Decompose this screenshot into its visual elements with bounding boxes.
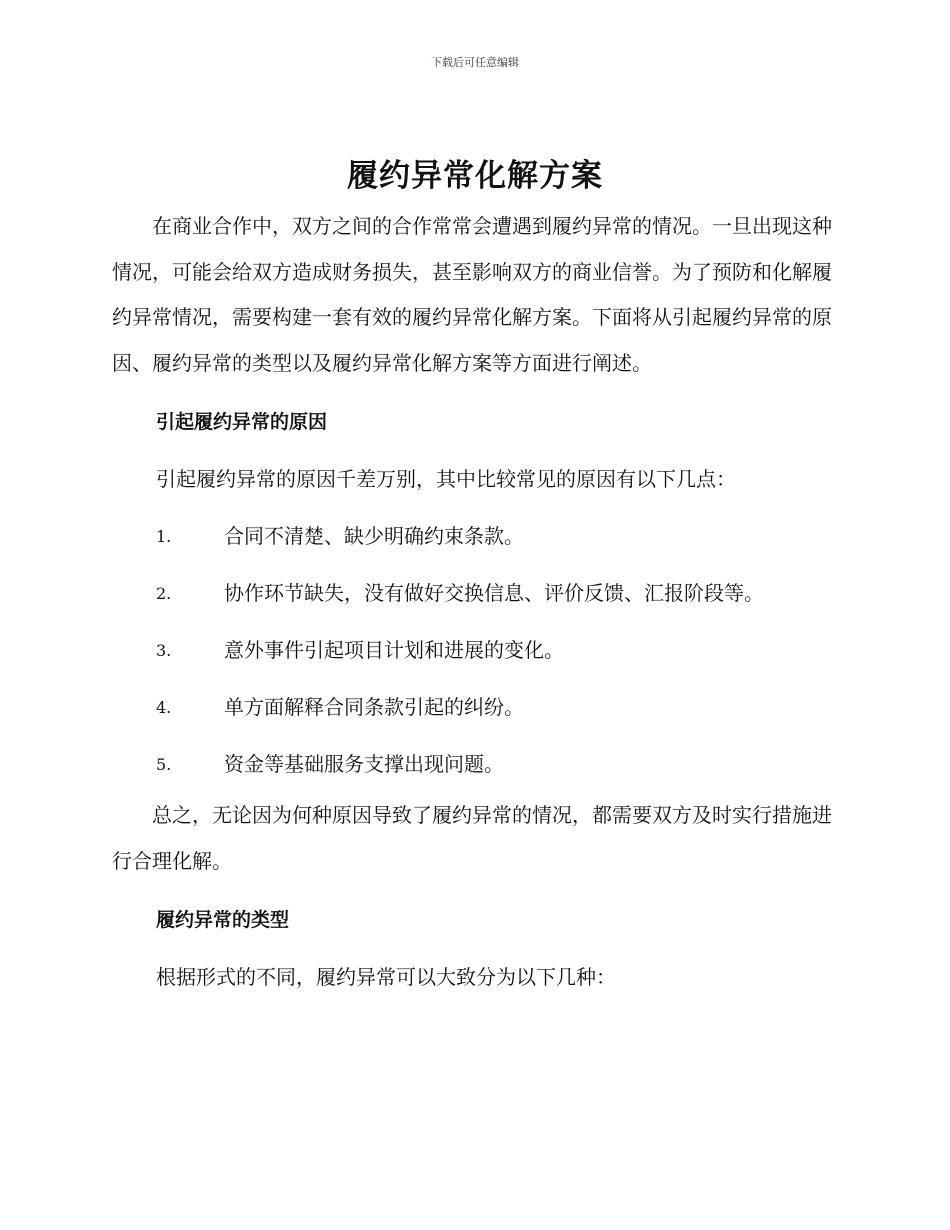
causes-lead-text: 引起履约异常的原因千差万别，其中比较常见的原因有以下几点： <box>156 467 736 491</box>
list-number: 1. <box>156 527 172 546</box>
document-title: 履约异常化解方案 <box>347 158 603 194</box>
list-item <box>112 565 832 622</box>
list-item <box>112 622 832 679</box>
section-heading-types: 履约异常的类型 <box>156 909 290 931</box>
document-body <box>112 204 832 1006</box>
causes-summary-paragraph: 总之，无论因为何种原因导致了履约异常的情况，都需要双方及时实行措施进行合理化解。 <box>112 803 832 873</box>
list-item <box>112 679 832 736</box>
intro-paragraph: 在商业合作中，双方之间的合作常常会遭遇到履约异常的情况。一旦出现这种情况，可能会给双方造成财务损失，甚至影响双方的商业信誉。为了预防和化解履约异常情况，需要构建一套有效的履约异常化解方案。下面将从引起履约异常的原因、履约异常的类型以及履约异常化解方案等方面进行阐述。 <box>112 214 832 375</box>
list-item <box>112 508 832 565</box>
list-item-text: 意外事件引起项目计划和进展的变化。 <box>224 638 564 662</box>
list-number: 4. <box>156 698 172 717</box>
list-item-text: 资金等基础服务支撑出现问题。 <box>224 752 504 776</box>
list-item-text: 合同不清楚、缺少明确约束条款。 <box>224 524 524 548</box>
list-number: 5. <box>156 755 172 774</box>
page-header-note: 下载后可任意编辑 <box>431 56 519 69</box>
list-item-text: 单方面解释合同条款引起的纠纷。 <box>224 695 524 719</box>
list-number: 2. <box>156 584 172 603</box>
types-lead-text: 根据形式的不同，履约异常可以大致分为以下几种： <box>156 965 616 989</box>
section-heading-causes: 引起履约异常的原因 <box>156 411 328 433</box>
list-item-text: 协作环节缺失，没有做好交换信息、评价反馈、汇报阶段等。 <box>224 581 764 605</box>
list-item <box>112 736 832 793</box>
list-number: 3. <box>156 641 172 660</box>
